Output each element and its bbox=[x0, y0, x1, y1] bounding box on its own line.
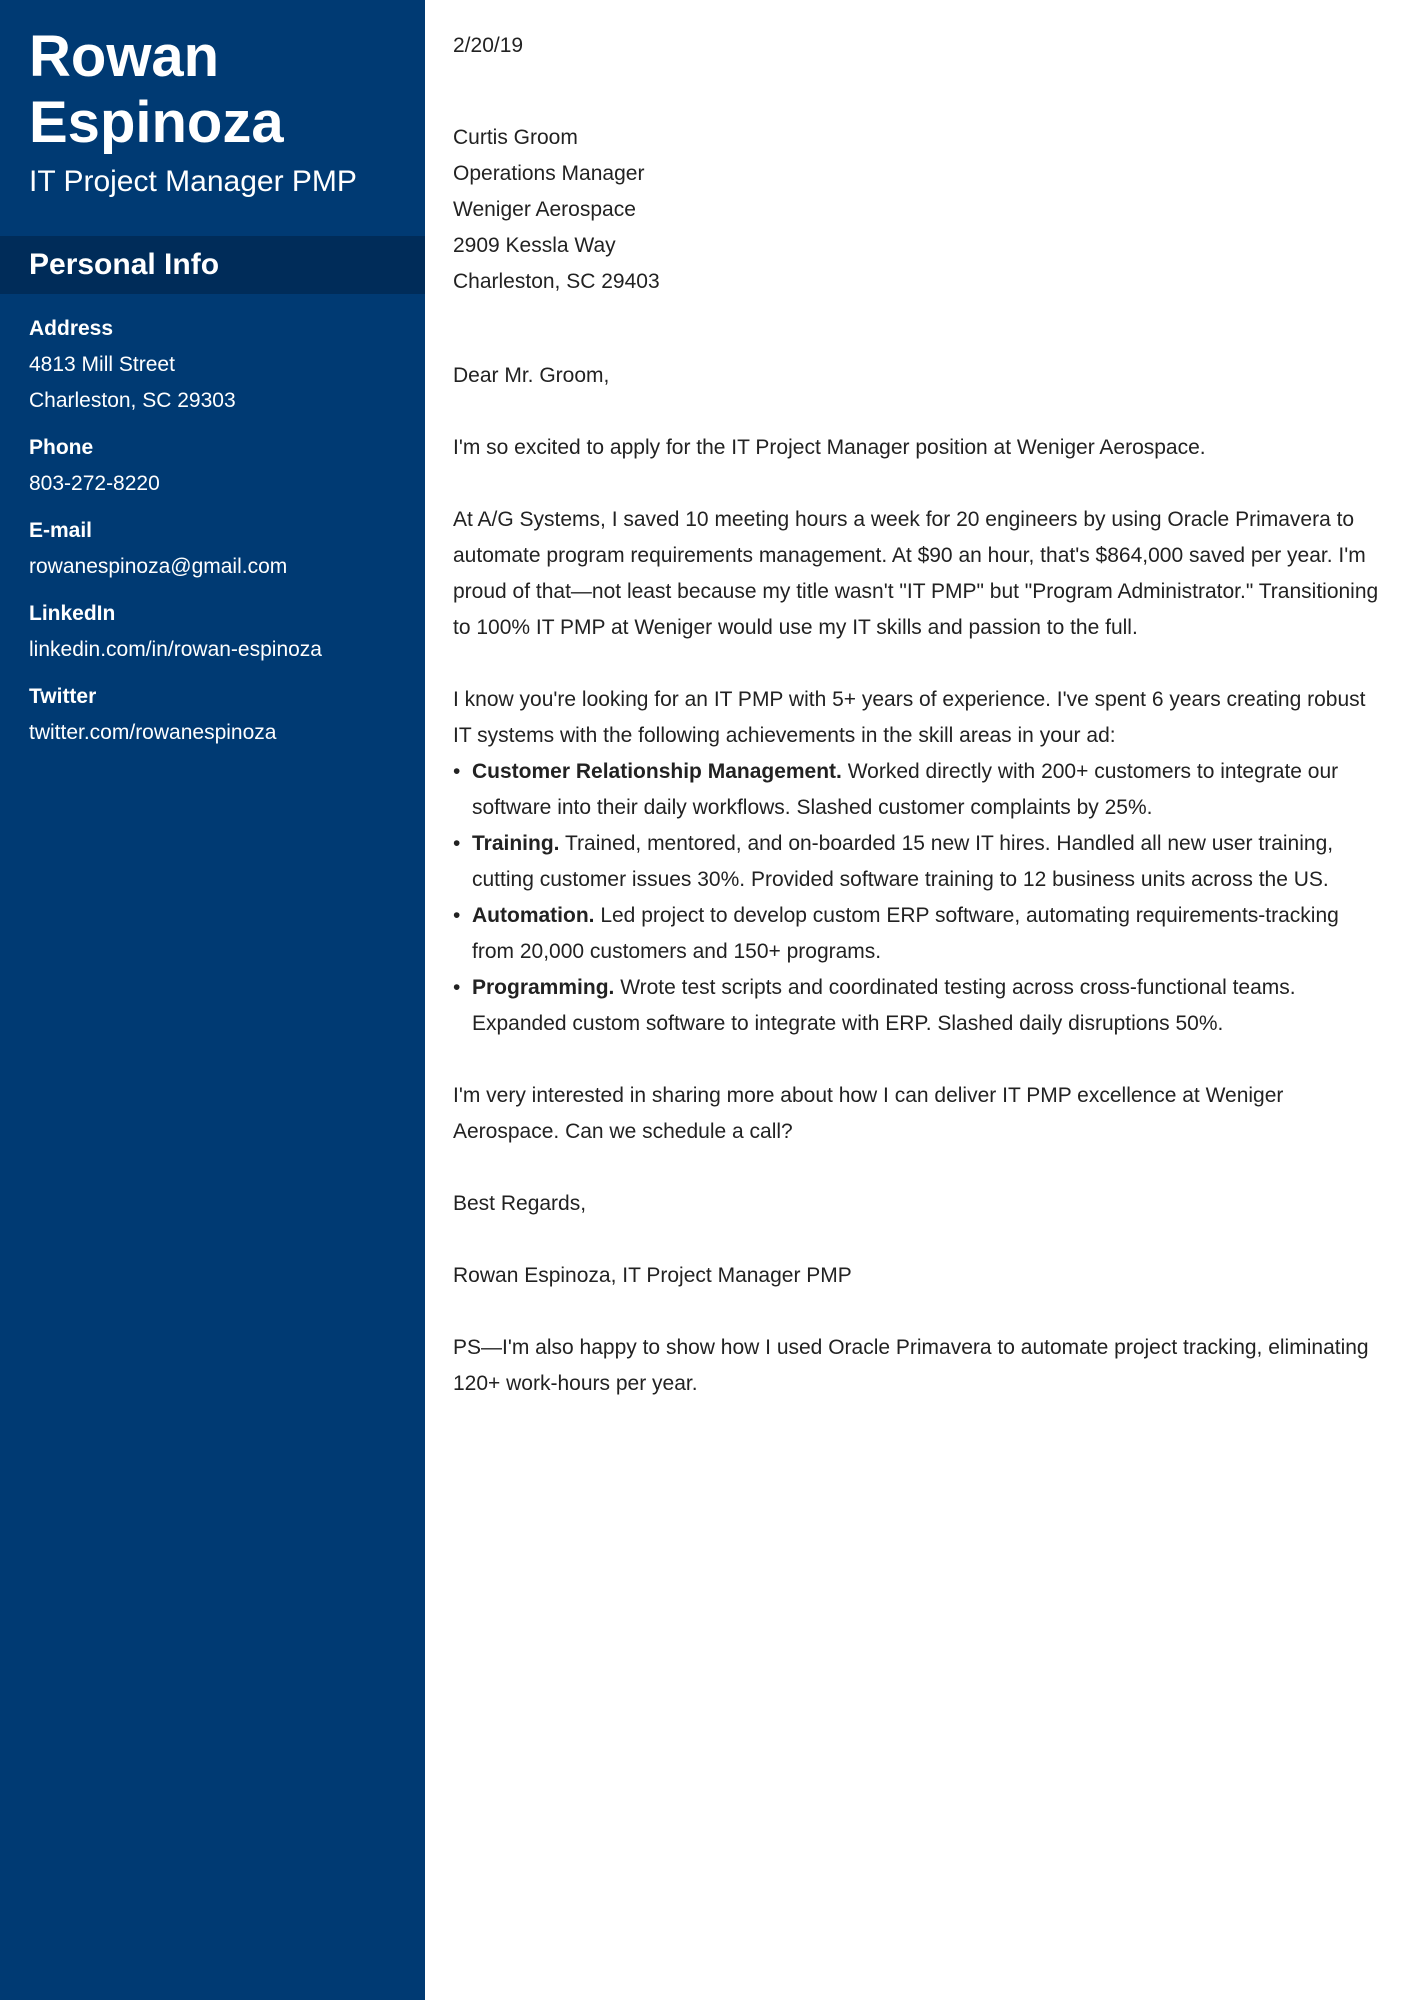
letter-date: 2/20/19 bbox=[453, 34, 524, 57]
personal-info-header bbox=[0, 236, 425, 294]
last-name: Espinoza bbox=[29, 90, 284, 155]
bullet-text: Trained, mentored, and on-boarded 15 new IT hires. Handled all new user training, cutting customer issues 30%. Provided software training to 12 business units across the US. bbox=[472, 832, 1334, 891]
recipient-street: 2909 Kessla Way bbox=[453, 234, 616, 257]
paragraph-achievement: At A/G Systems, I saved 10 meeting hours a week for 20 engineers by using Oracle Primavera to automate program requirements management. At $90 an hour, that's $864,000 saved per year. I'm proud of that—not least because my title wasn't "IT PMP" but "Program Administrator." Transitioning to 100% IT PMP at Weniger would use my IT skills and passion to the full. bbox=[453, 508, 1379, 639]
paragraph-intro: I'm so excited to apply for the IT Project Manager position at Weniger Aerospace. bbox=[453, 436, 1206, 459]
bullet-term: Customer Relationship Management. bbox=[472, 760, 842, 783]
bullet-text: Led project to develop custom ERP software, automating requirements-tracking from 20,000 customers and 150+ programs. bbox=[472, 904, 1339, 963]
list-item bbox=[453, 898, 1386, 970]
twitter-link[interactable]: twitter.com/rowanespinoza bbox=[29, 721, 277, 744]
section-title: Personal Info bbox=[29, 248, 220, 281]
linkedin-link[interactable]: linkedin.com/in/rowan-espinoza bbox=[29, 638, 322, 661]
address-line1: 4813 Mill Street bbox=[29, 353, 175, 376]
recipient-name: Curtis Groom bbox=[453, 126, 578, 149]
address-label: Address bbox=[29, 317, 114, 340]
bullet-icon: • bbox=[453, 904, 461, 927]
list-item bbox=[453, 754, 1386, 826]
info-email bbox=[29, 513, 396, 585]
phone-label: Phone bbox=[29, 436, 94, 459]
recipient-city: Charleston, SC 29403 bbox=[453, 270, 660, 293]
signature: Rowan Espinoza, IT Project Manager PMP bbox=[453, 1264, 852, 1287]
bullet-icon: • bbox=[453, 976, 461, 999]
sidebar bbox=[0, 0, 425, 2000]
bullet-term: Automation. bbox=[472, 904, 595, 927]
info-address bbox=[29, 311, 396, 419]
bullet-text: Wrote test scripts and coordinated testing across cross-functional teams. Expanded custom software to integrate with ERP. Slashed daily disruptions 50%. bbox=[472, 976, 1296, 1035]
postscript: PS—I'm also happy to show how I used Oracle Primavera to automate project tracking, eliminating 120+ work-hours per year. bbox=[453, 1336, 1369, 1395]
list-item bbox=[453, 970, 1386, 1042]
bullet-term: Training. bbox=[472, 832, 560, 855]
bullet-text: Worked directly with 200+ customers to integrate our software into their daily workflows. Slashed customer complaints by 25%. bbox=[472, 760, 1339, 819]
paragraph-call-to-action: I'm very interested in sharing more about how I can deliver IT PMP excellence at Weniger Aerospace. Can we schedule a call? bbox=[453, 1084, 1284, 1143]
recipient-company: Weniger Aerospace bbox=[453, 198, 636, 221]
email-label: E-mail bbox=[29, 519, 93, 542]
list-item bbox=[453, 826, 1386, 898]
personal-info-list bbox=[0, 294, 425, 751]
linkedin-label: LinkedIn bbox=[29, 602, 116, 625]
info-twitter bbox=[29, 679, 396, 751]
info-phone bbox=[29, 430, 396, 502]
greeting: Dear Mr. Groom, bbox=[453, 364, 610, 387]
name-block bbox=[0, 0, 425, 212]
email-link[interactable]: rowanespinoza@gmail.com bbox=[29, 555, 288, 578]
skills-list bbox=[453, 754, 1386, 1042]
address-line2: Charleston, SC 29303 bbox=[29, 389, 236, 412]
paragraph-skills-intro: I know you're looking for an IT PMP with 5+ years of experience. I've spent 6 years creating robust IT systems with the following achievements in the skill areas in your ad: bbox=[453, 688, 1366, 747]
job-title: IT Project Manager PMP bbox=[29, 165, 357, 198]
bullet-term: Programming. bbox=[472, 976, 615, 999]
closing: Best Regards, bbox=[453, 1192, 587, 1215]
bullet-icon: • bbox=[453, 832, 461, 855]
recipient-block bbox=[453, 120, 1386, 300]
phone-value[interactable]: 803-272-8220 bbox=[29, 472, 160, 495]
bullet-icon: • bbox=[453, 760, 461, 783]
recipient-title: Operations Manager bbox=[453, 162, 645, 185]
info-linkedin bbox=[29, 596, 396, 668]
first-name: Rowan bbox=[29, 24, 220, 89]
letter-body bbox=[425, 0, 1414, 2000]
twitter-label: Twitter bbox=[29, 685, 97, 708]
